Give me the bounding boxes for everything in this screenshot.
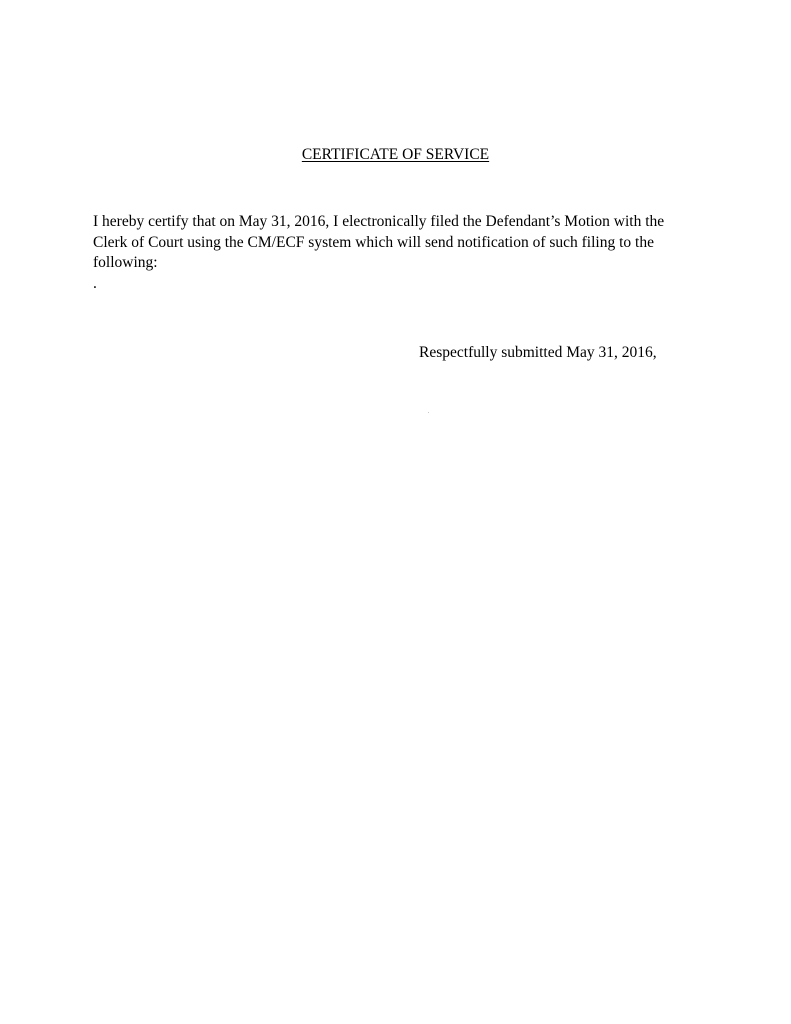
document-title <box>0 145 791 165</box>
closing-line: Respectfully submitted May 31, 2016, <box>419 344 657 361</box>
certification-paragraph <box>93 212 693 294</box>
scan-speck <box>428 412 429 413</box>
paragraph-line: . <box>93 274 97 292</box>
document-title-text: CERTIFICATE OF SERVICE <box>301 146 490 163</box>
paragraph-line: following: <box>93 254 158 271</box>
paragraph-line: Clerk of Court using the CM/ECF system which will send notification of such filing to the <box>93 233 654 251</box>
paragraph-line: I hereby certify that on May 31, 2016, I electronically filed the Defendant’s Motion with the <box>93 213 665 230</box>
